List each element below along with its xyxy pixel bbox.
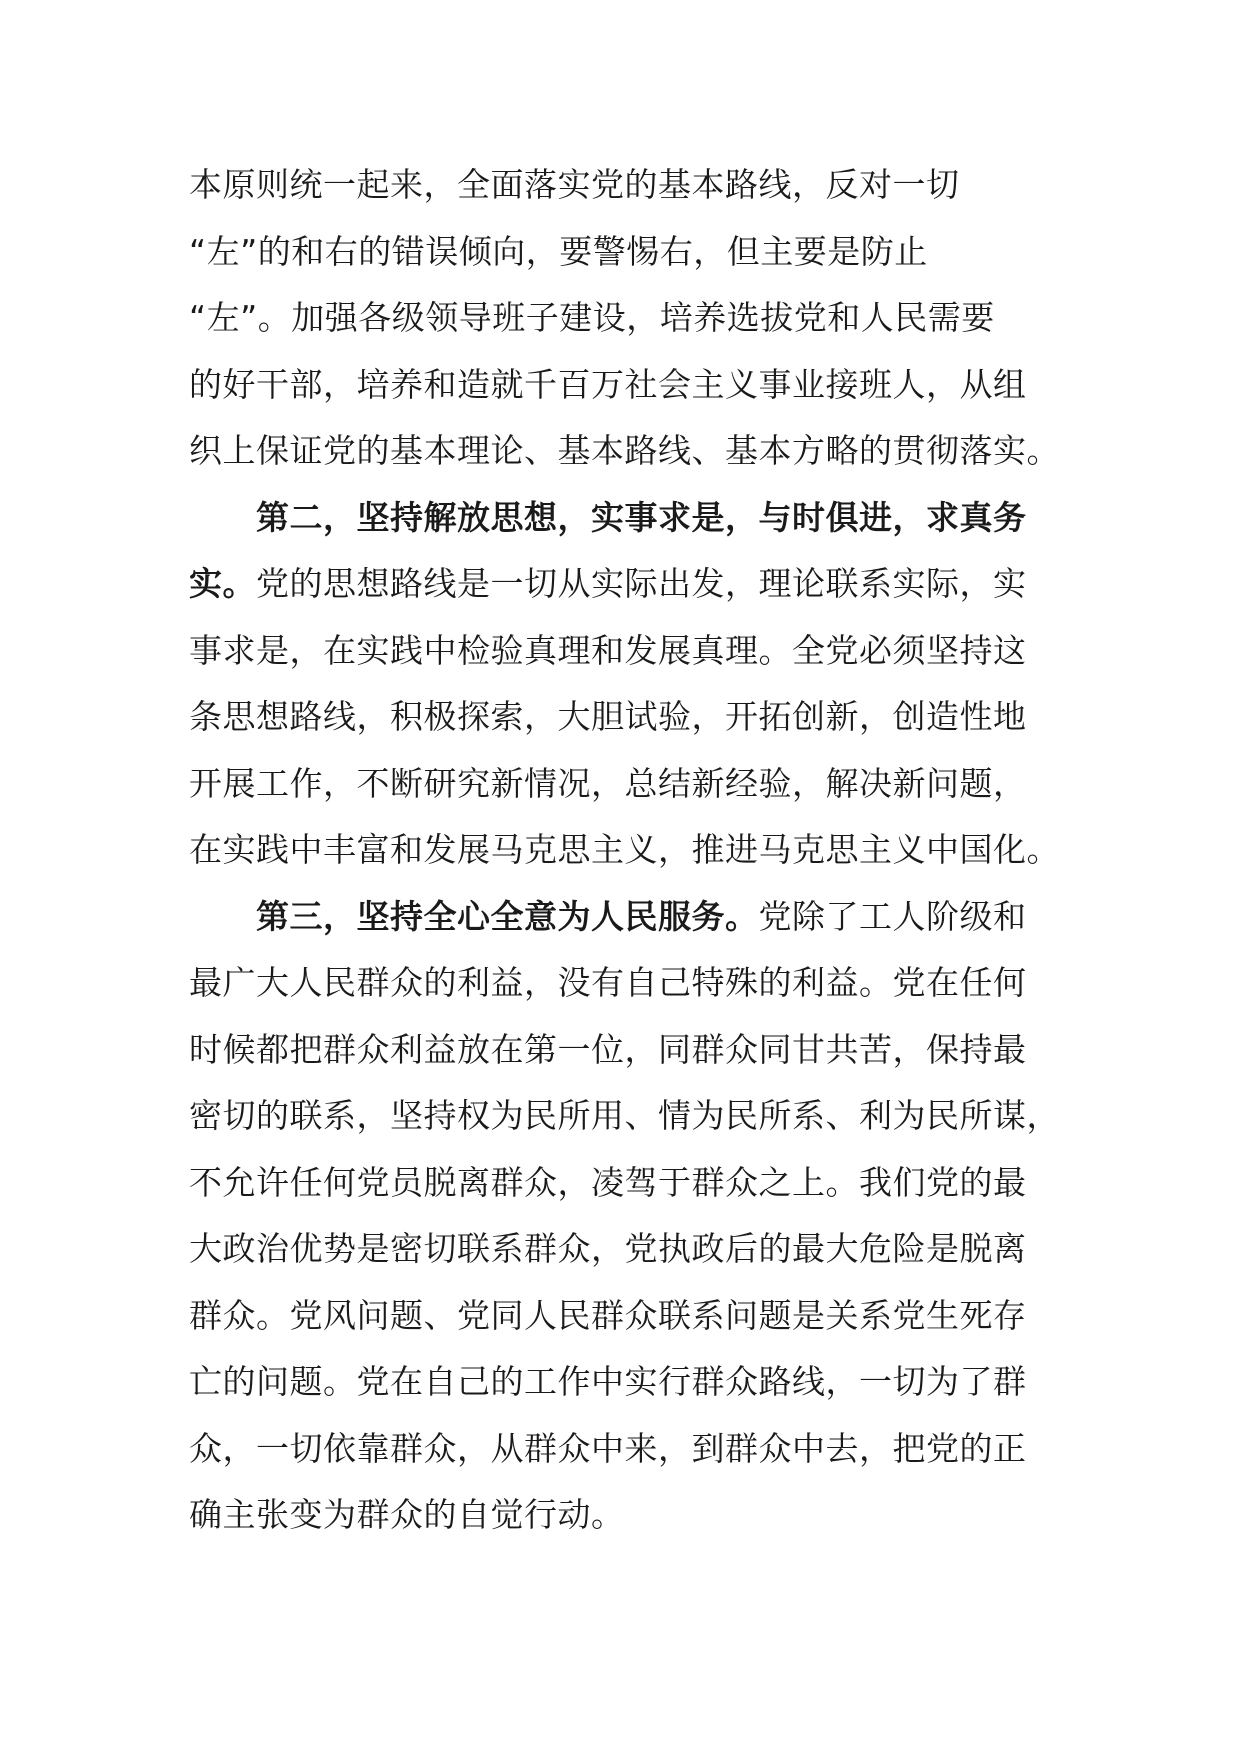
bold-heading-text: 第二，坚持解放思想，实事求是，与时俱进，求真务: [256, 497, 1027, 537]
text-line: [189, 1083, 1069, 1150]
body-text: 在实践中丰富和发展马克思主义，推进马克思主义中国化。: [189, 830, 1060, 869]
body-text: 密切的联系，坚持权为民所用、情为民所系、利为民所谋，: [189, 1096, 1060, 1135]
body-text: 党的思想路线是一切从实际出发，理论联系实际，实: [256, 564, 1027, 603]
body-text: 党除了工人阶级和: [758, 896, 1027, 936]
bold-heading-text: 实。: [189, 564, 256, 603]
body-text: 时候都把群众利益放在第一位，同群众同甘共苦，保持最: [189, 1029, 1027, 1069]
text-line: [189, 1150, 1069, 1217]
text-line: [189, 1283, 1069, 1350]
body-text: 最广大人民群众的利益，没有自己特殊的利益。党在任何: [189, 963, 1027, 1002]
body-text: 确主张变为群众的自觉行动。: [189, 1495, 625, 1534]
text-line: [189, 352, 1069, 419]
text-line: [189, 618, 1069, 685]
paragraph-start-line: [189, 884, 1069, 951]
text-line: [189, 751, 1069, 818]
body-text: 开展工作，不断研究新情况，总结新经验，解决新问题，: [189, 763, 1027, 803]
body-text: 事求是，在实践中检验真理和发展真理。全党必须坚持这: [189, 630, 1027, 670]
body-text: 众，一切依靠群众，从群众中来，到群众中去，把党的正: [189, 1428, 1027, 1468]
body-text: 条思想路线，积极探索，大胆试验，开拓创新，创造性地: [189, 697, 1027, 736]
body-text: 不允许任何党员脱离群众，凌驾于群众之上。我们党的最: [189, 1162, 1027, 1202]
body-text: 织上保证党的基本理论、基本路线、基本方略的贯彻落实。: [189, 431, 1060, 470]
document-body: [189, 152, 1069, 1549]
text-line: [189, 684, 1069, 751]
text-line: [189, 817, 1069, 884]
body-text: 亡的问题。党在自己的工作中实行群众路线，一切为了群: [189, 1362, 1027, 1401]
body-text: “左”。加强各级领导班子建设，培养选拔党和人民需要: [189, 298, 995, 337]
text-line: [189, 1349, 1069, 1416]
body-text: 群众。党风问题、党同人民群众联系问题是关系党生死存: [189, 1295, 1027, 1335]
text-line: [189, 285, 1069, 352]
text-line: [189, 1482, 1069, 1549]
text-line: [189, 1216, 1069, 1283]
body-text: 的好干部，培养和造就千百万社会主义事业接班人，从组: [189, 364, 1027, 404]
text-line: [189, 950, 1069, 1017]
body-text: 本原则统一起来，全面落实党的基本路线，反对一切: [189, 165, 960, 204]
text-line: [189, 1416, 1069, 1483]
text-line: [189, 551, 1069, 618]
paragraph-start-line: [189, 485, 1069, 552]
text-line: [189, 418, 1069, 485]
body-text: 大政治优势是密切联系群众，党执政后的最大危险是脱离: [189, 1229, 1027, 1268]
text-line: [189, 1017, 1069, 1084]
bold-heading-text: 第三，坚持全心全意为人民服务。: [256, 896, 759, 936]
text-line: [189, 152, 1069, 219]
text-line: [189, 219, 1069, 286]
body-text: “左”的和右的错误倾向，要警惕右，但主要是防止: [189, 231, 928, 271]
